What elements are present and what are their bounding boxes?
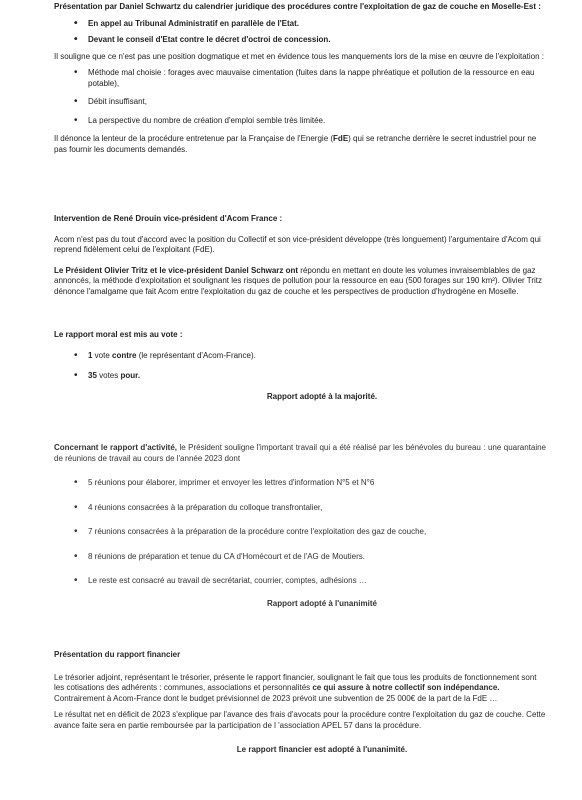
- list-item: • En appel au Tribunal Administratif en parallèle de l'Etat.: [54, 19, 546, 30]
- list-item: • Méthode mal choisie : forages avec mauvaise cimentation (fuites dans la nappe phréatique et pollution de la ressource en eau potable),: [54, 68, 546, 89]
- list-item: • 35 votes pour.: [54, 371, 546, 382]
- section-legal-calendar: [54, 2, 546, 155]
- paragraph: Concernant le rapport d'activité, le Président souligne l'important travail qui a été réalisé par les bénévoles du bureau : une quarantaine de réunions de travail au cours de l'année 2023 dont: [54, 443, 547, 463]
- section-title: Présentation du rapport financier: [54, 650, 181, 659]
- list-item: • Devant le conseil d'Etat contre le décret d'octroi de concession.: [54, 35, 546, 46]
- procedure-list: [54, 19, 546, 46]
- list-item: • Débit insuffisant,: [54, 97, 546, 108]
- activity-result: Rapport adopté à l'unanimité: [267, 598, 377, 608]
- meetings-list: [54, 478, 546, 587]
- paragraph: Le trésorier adjoint, représentant le trésorier, présente le rapport financier, soulignant le fait que tous les produits de fonctionnement sont les cotisations des adhérents : communes, associations et personnalités ce qui assure à notre collectif son indépendance. Contrairement à Acom-France dont le budget prévisionnel de 2023 prévoit une subvention de 25 000€ de la part de la FdE …: [54, 672, 537, 703]
- list-item: • 8 réunions de préparation et tenue du CA d'Homécourt et de l'AG de Moutiers.: [54, 552, 546, 563]
- list-item: • 5 réunions pour élaborer, imprimer et envoyer les lettres d'information N°5 et N°6: [54, 478, 546, 489]
- section-moral-vote: [54, 330, 546, 402]
- financial-result: Le rapport financier est adopté à l'unanimité.: [236, 745, 408, 754]
- paragraph: Le Président Olivier Tritz et le vice-président Daniel Schwarz ont répondu en mettant en doute les volumes invraisemblables de gaz annoncés, la méthode d'exploitation et soulignant les risques de pollution pour la ressource en eau (500 forages sur 190 km²). Olivier Tritz dénonce l'amalgame que fait Acom entre l'exploitation du gaz de couche et les perspectives de production d'hydrogène en Moselle.: [54, 265, 543, 296]
- paragraph: Le résultat net en déficit de 2023 s'explique par l'avance des frais d'avocats pour la procédure contre l'exploitation du gaz de couche. Cette avance faite sera en partie remboursée par la participation de l 'association APEL 57 dans la procédure.: [54, 710, 546, 730]
- vote-result: Rapport adopté à la majorité.: [266, 391, 378, 401]
- section-title: Intervention de René Drouin vice-président d'Acom France :: [54, 214, 283, 223]
- list-item: • Le reste est consacré au travail de secrétariat, courrier, comptes, adhésions …: [54, 576, 546, 587]
- list-item: • 4 réunions consacrées à la préparation du colloque transfrontalier,: [54, 503, 546, 514]
- section-activity-report: [54, 443, 546, 609]
- list-item: • La perspective du nombre de création d'emploi semble très limitée.: [54, 116, 546, 127]
- failings-list: [54, 68, 546, 126]
- list-item: • 1 vote contre (le représentant d'Acom-France).: [54, 351, 546, 362]
- section-title: Présentation par Daniel Schwartz du calendrier juridique des procédures contre l'exploitation de gaz de couche en Moselle-Est :: [54, 2, 541, 11]
- section-acom-intervention: [54, 214, 546, 297]
- list-item: • 7 réunions consacrées à la préparation de la procédure contre l'exploitation des gaz de couche,: [54, 527, 546, 538]
- section-financial-report: [54, 650, 546, 756]
- paragraph: Acom n'est pas du tout d'accord avec la position du Collectif et son vice-président développe (très longuement) l'argumentaire d'Acom qui reprend fidèlement celui de l'exploitant (FdE).: [54, 234, 541, 254]
- section-title: Le rapport moral est mis au vote :: [54, 330, 183, 339]
- paragraph: Il souligne que ce n'est pas une position dogmatique et met en évidence tous les manquements lors de la mise en œuvre de l'exploitation :: [54, 51, 545, 61]
- vote-list: [54, 351, 546, 382]
- paragraph: Il dénonce la lenteur de la procédure entretenue par la Française de l'Energie (FdE) qui se retranche derrière le secret industriel pour ne pas fournir les documents demandés.: [54, 134, 537, 154]
